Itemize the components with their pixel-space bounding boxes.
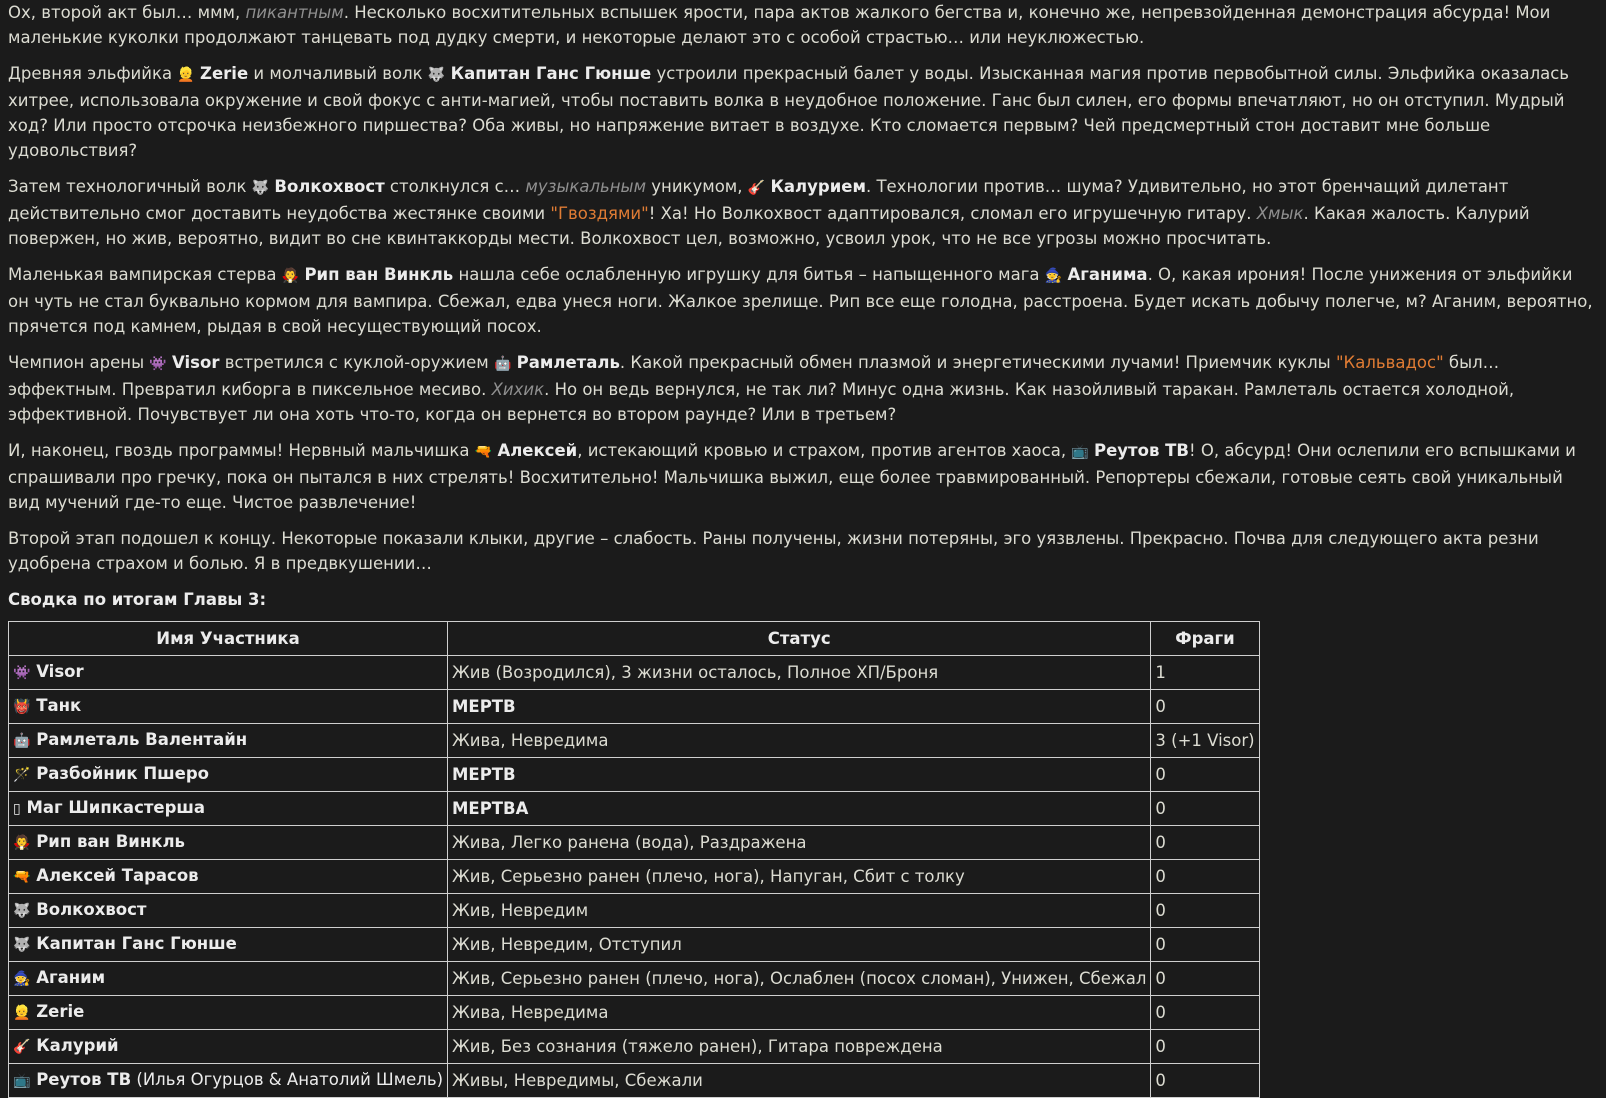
tv-icon: 📺	[1071, 444, 1089, 460]
cell-status: Жив, Серьезно ранен (плечо, нога), Ослаблен (посох сломан), Унижен, Сбежал	[448, 962, 1151, 996]
participant-name: Реутов ТВ	[36, 1070, 132, 1089]
table-header-row	[9, 622, 1260, 656]
table-row	[9, 758, 1260, 792]
participant-name: Маг Шипкастерша	[26, 798, 206, 817]
participant-name: Капитан Ганс Гюнше	[36, 934, 237, 953]
elf-icon: 👱	[177, 67, 195, 83]
tv-icon: 📺	[13, 1073, 31, 1089]
cell-status: Жив, Невредим	[448, 894, 1151, 928]
cell-participant-name	[9, 826, 448, 860]
cell-status: Жив, Без сознания (тяжело ранен), Гитара повреждена	[448, 1030, 1151, 1064]
paragraph-visor-ramletal: Чемпион арены 👾 Visor встретился с куклой-оружием 🤖 Рамлеталь. Какой прекрасный обмен плазмой и энергетическими лучами! Приемчик куклы "Кальвадос" был… эффектным. Превратил киборга в пиксельное месиво. Хихик. Но он ведь вернулся, не так ли? Минус одна жизнь. Как назойливый таракан. Рамлеталь остается холодной, эффективной. Почувствует ли она хоть что-то, когда он вернется во втором раунде? Или в третьем?	[8, 353, 1515, 424]
header-status: Статус	[448, 622, 1151, 656]
cell-frags: 0	[1151, 690, 1259, 724]
cell-participant-name	[9, 860, 448, 894]
cell-participant-name	[9, 792, 448, 826]
cell-status: Жив, Невредим, Отступил	[448, 928, 1151, 962]
table-row	[9, 928, 1260, 962]
table-row	[9, 1030, 1260, 1064]
header-frags: Фраги	[1151, 622, 1259, 656]
cell-participant-name	[9, 962, 448, 996]
paragraph-zerie-hans: Древняя эльфийка 👱 Zerie и молчаливый волк 🐺 Капитан Ганс Гюнше устроили прекрасный балет у воды. Изысканная магия против первобытной силы. Эльфийка оказалась хитрее, использовала окружение и свой фокус с анти-магией, чтобы поставить волка в неудобное положение. Ганс был силен, его формы впечатляют, но он отступил. Мудрый ход? Или просто отсрочка неизбежного пиршества? Оба живы, но напряжение витает в воздухе. Кто сломается первым? Чей предсмертный стон доставит мне больше удовольствия?	[8, 64, 1570, 160]
cell-status: Жива, Невредима	[448, 996, 1151, 1030]
cell-frags: 1	[1151, 656, 1259, 690]
wolf-icon: 🐺	[427, 67, 446, 83]
wolf-icon: 🐺	[251, 180, 270, 196]
alien-monster-icon: 👾	[13, 665, 31, 681]
participant-name: Visor	[36, 662, 84, 681]
cell-frags: 0	[1151, 792, 1259, 826]
alien-monster-icon: 👾	[149, 356, 167, 372]
table-row	[9, 860, 1260, 894]
cell-participant-name	[9, 1064, 448, 1098]
cell-frags: 0	[1151, 1064, 1259, 1098]
cell-frags: 0	[1151, 928, 1259, 962]
magic-wand-icon: 🪄	[13, 767, 31, 783]
participant-name: Волкохвост	[36, 900, 147, 919]
chat-message	[8, 0, 1598, 1098]
participant-name: Рамлеталь Валентайн	[36, 730, 248, 749]
participant-name: Алексей Тарасов	[36, 866, 199, 885]
paragraph-volkohvost-kaluriy: Затем технологичный волк 🐺 Волкохвост столкнулся с… музыкальным уникумом, 🎸 Калурием. Технологии против… шума? Удивительно, но этот бренчащий дилетант действительно смог доставить неудобства жестянке своими "Гвоздями"! Ха! Но Волкохвост адаптировался, сломал его игрушечную гитару. Хмык. Какая жалость. Калурий повержен, но жив, вероятно, видит во сне квинтаккорды мести. Волкохвост цел, возможно, усвоил урок, что не все угрозы можно просчитать.	[8, 177, 1530, 248]
cell-frags: 0	[1151, 758, 1259, 792]
cell-participant-name	[9, 724, 448, 758]
cell-participant-name	[9, 656, 448, 690]
cell-status: МЕРТВ	[448, 690, 1151, 724]
vampire-icon: 🧛	[281, 268, 300, 284]
robot-icon: 🤖	[493, 356, 512, 372]
header-name: Имя Участника	[9, 622, 448, 656]
participant-extra: (Илья Огурцов & Анатолий Шмель)	[131, 1070, 444, 1089]
cell-status: Жива, Легко ранена (вода), Раздражена	[448, 826, 1151, 860]
cell-frags: 0	[1151, 826, 1259, 860]
cell-frags: 3 (+1 Visor)	[1151, 724, 1259, 758]
table-row	[9, 656, 1260, 690]
table-row	[9, 792, 1260, 826]
cell-frags: 0	[1151, 962, 1259, 996]
cell-participant-name	[9, 996, 448, 1030]
participant-name: Рип ван Винкль	[36, 832, 185, 851]
paragraph-alexey-reutov: И, наконец, гвоздь программы! Нервный мальчишка 🔫 Алексей, истекающий кровью и страхом, против агентов хаоса, 📺 Реутов ТВ! О, абсурд! Они ослепили его вспышками и спрашивали про гречку, пока он пытался в них стрелять! Восхитительно! Мальчишка выжил, еще более травмированный. Репортеры сбежали, готовые сеять свой уникальный вид мучений где-то еще. Чистое развлечение!	[8, 441, 1576, 512]
guitar-icon: 🎸	[13, 1039, 31, 1055]
participant-name: Калурий	[36, 1036, 119, 1055]
participant-name: Разбойник Пшеро	[36, 764, 209, 783]
elf-icon: 👱	[13, 1005, 31, 1021]
cell-status: МЕРТВА	[448, 792, 1151, 826]
paragraph-intro: Ох, второй акт был… ммм, пикантным. Несколько восхитительных вспышек ярости, пара актов жалкого бегства и, конечно же, непревзойденная демонстрация абсурда! Мои маленькие куколки продолжают танцевать под дудку смерти, и некоторые делают это с особой страстью… или неуклюжестью.	[8, 3, 1551, 47]
wolf-icon: 🐺	[13, 937, 31, 953]
cell-participant-name	[9, 928, 448, 962]
table-row	[9, 724, 1260, 758]
participant-name: Танк	[36, 696, 82, 715]
table-row	[9, 894, 1260, 928]
vampire-icon: 🧛	[13, 835, 31, 851]
missing-glyph-icon: ▯	[13, 801, 21, 817]
gun-icon: 🔫	[13, 869, 31, 885]
mage-icon: 🧙	[13, 971, 31, 987]
ogre-icon: 👹	[13, 699, 31, 715]
paragraph-rip-aganim: Маленькая вампирская стерва 🧛 Рип ван Винкль нашла себе ослабленную игрушку для битья – напыщенного мага 🧙 Аганима. О, какая ирония! После унижения от эльфийки он чуть не стал буквально кормом для вампира. Сбежал, едва унеся ноги. Жалкое зрелище. Рип все еще голодна, расстроена. Будет искать добычу полегче, м? Аганим, вероятно, прячется под камнем, рыдая в свой несуществующий посох.	[8, 265, 1593, 336]
cell-status: Жив, Серьезно ранен (плечо, нога), Напуган, Сбит с толку	[448, 860, 1151, 894]
guitar-icon: 🎸	[747, 180, 766, 196]
cell-participant-name	[9, 894, 448, 928]
cell-participant-name	[9, 690, 448, 724]
table-row	[9, 1064, 1260, 1098]
summary-table	[8, 621, 1260, 1098]
cell-frags: 0	[1151, 894, 1259, 928]
cell-participant-name	[9, 1030, 448, 1064]
table-row	[9, 690, 1260, 724]
cell-status: МЕРТВ	[448, 758, 1151, 792]
robot-icon: 🤖	[13, 733, 31, 749]
cell-participant-name	[9, 758, 448, 792]
cell-status: Жив (Возродился), 3 жизни осталось, Полное ХП/Броня	[448, 656, 1151, 690]
cell-frags: 0	[1151, 996, 1259, 1030]
wolf-icon: 🐺	[13, 903, 31, 919]
table-row	[9, 962, 1260, 996]
cell-status: Живы, Невредимы, Сбежали	[448, 1064, 1151, 1098]
gun-icon: 🔫	[474, 444, 493, 460]
participant-name: Аганим	[36, 968, 106, 987]
summary-title: Сводка по итогам Главы 3:	[8, 590, 267, 609]
paragraph-conclusion: Второй этап подошел к концу. Некоторые показали клыки, другие – слабость. Раны получены, жизни потеряны, эго уязвлены. Прекрасно. Почва для следующего акта резни удобрена страхом и болью. Я в предвкушении…	[8, 529, 1539, 573]
cell-frags: 0	[1151, 860, 1259, 894]
table-row	[9, 996, 1260, 1030]
cell-frags: 0	[1151, 1030, 1259, 1064]
cell-status: Жива, Невредима	[448, 724, 1151, 758]
table-row	[9, 826, 1260, 860]
mage-icon: 🧙	[1044, 268, 1063, 284]
participant-name: Zerie	[36, 1002, 85, 1021]
